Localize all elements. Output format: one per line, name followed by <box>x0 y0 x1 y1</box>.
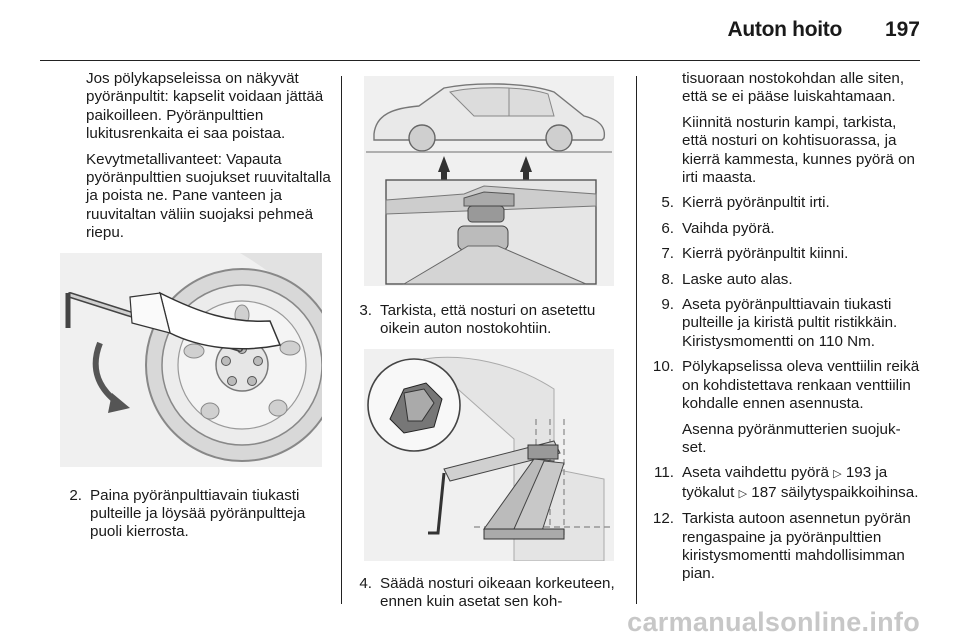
step-11: 11. Aseta vaihdettu pyörä ▷ 193 ja työkalut ▷ 187 säilytyspaikkoihinsa. <box>654 464 919 501</box>
watermark: carmanualsonline.info <box>627 607 920 637</box>
step-10-text-a: Pölykapselissa oleva venttiilin reikä on kohdistettava renkaan venttiilin kohdalle ennen asennusta. <box>682 358 920 413</box>
page-ref-arrow-icon: ▷ <box>738 487 748 500</box>
step-2-text: Paina pyöränpulttiavain tiukasti pulteille ja löysää pyöränpultteja puoli kierrosta. <box>90 486 306 541</box>
hubcap-note: Jos pölykapseleissa on näkyvät pyöränpultit: kapselit voidaan jättää paikoilleen. Pyöränpulttien lukitusrenkaita ei saa poistaa. <box>86 70 324 143</box>
page-ref-link-193[interactable]: 193 <box>845 464 872 482</box>
page-ref-link-187[interactable]: 187 <box>751 483 777 501</box>
column-2 <box>359 70 624 619</box>
step-4-crank-instructions: Kiinnitä nosturin kampi, tarkista, että nosturi on kohtisuorassa, ja kierrä kammesta, kunnes pyörä on irti maasta. <box>682 113 915 187</box>
step-4-number: 4. <box>359 574 372 592</box>
step-10-text-b: Asenna pyöränmutterien suojukset. <box>682 420 901 456</box>
column-divider-1 <box>341 76 342 604</box>
page-ref-arrow-icon: ▷ <box>833 468 842 481</box>
step-4-continuation: tisuoraan nostokohdan alle siten, että se ei pääse luiskahtamaan. <box>682 70 905 106</box>
column-1 <box>66 70 331 549</box>
step-item: 8. Laske auto alas. <box>661 270 793 288</box>
step-item: 5. Kierrä pyöränpultit irti. <box>661 194 830 212</box>
step-4-text: Säädä nosturi oikeaan korkeuteen, ennen kuin asetat sen koh- <box>380 574 615 611</box>
car-jack-points-illustration <box>364 76 614 286</box>
page-number: 197 <box>884 18 920 41</box>
header-rule <box>40 60 920 61</box>
step-3-text: Tarkista, että nosturi on asetettu oikein auton nostokohtiin. <box>380 302 596 338</box>
step-3-number: 3. <box>359 302 372 319</box>
column-divider-2 <box>636 76 637 604</box>
step-item: 9. Aseta pyöränpulttiavain tiukasti pulteille ja kiristä pultit ristikkäin. Kiristysmomentti on 110 Nm. <box>661 296 898 350</box>
step-item: 6. Vaihda pyörä. <box>661 219 775 237</box>
wheel-wrench-illustration <box>60 253 322 467</box>
step-2-number: 2. <box>69 486 82 504</box>
chapter-title: Auton hoito <box>727 18 842 41</box>
page-header <box>0 0 960 62</box>
jack-alignment-illustration <box>364 349 614 561</box>
step-item: 7. Kierrä pyöränpultit kiinni. <box>661 245 849 263</box>
alloy-rim-note: Kevytmetallivanteet: Vapauta pyöränpulttien suojukset ruuvitaltalla ja poista ne. Pane vanteen ja ruuvitaltan väliin suojaksi pehmeä riepu. <box>86 150 331 242</box>
step-10: 10. Pölykapselissa oleva venttiilin reikä on kohdistettava renkaan venttiilin kohdalle ennen asennusta. Asenna pyöränmutterien suojukset. <box>652 358 920 456</box>
column-3 <box>638 70 920 591</box>
step-12: 12. Tarkista autoon asennetun pyörän rengaspaine ja pyöränpulttien kiristysmomentti mahdollisimman pian. <box>652 510 911 583</box>
